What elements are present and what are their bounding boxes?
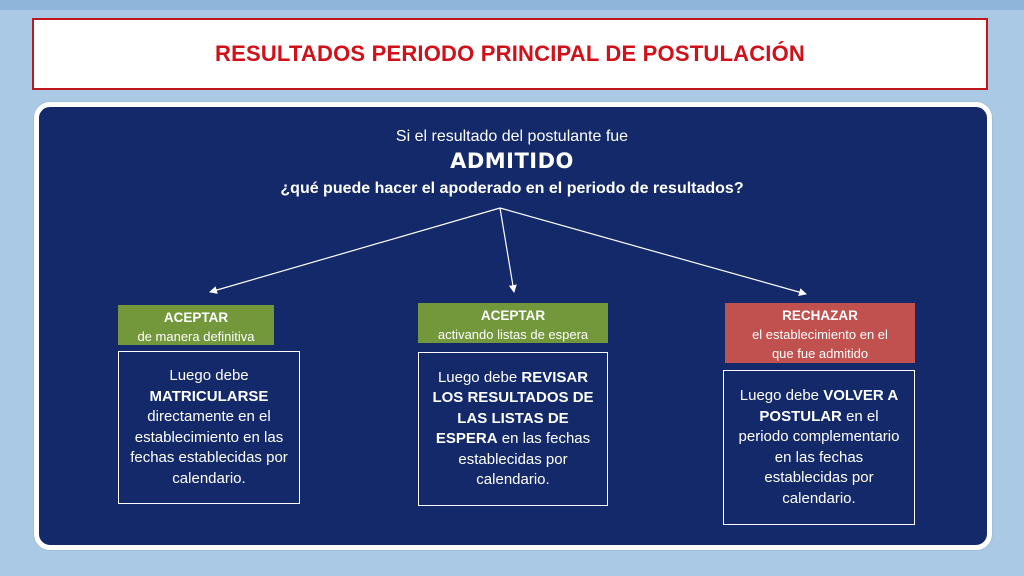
description-intro: Luego debe [437,368,518,386]
description-detail: en el periodo complementario en las fechas establecidas por calendario. [738,407,900,507]
intro-result-admitido: ADMITIDO [450,149,574,173]
description-action: MATRICULARSE [149,387,269,405]
option-label-aceptar-listas-espera [418,303,608,343]
top-band [0,0,1024,10]
option-label-subtitle: activando listas de espera [437,327,589,342]
description-detail: directamente en el establecimiento en las fechas establecidas por calendario. [130,408,288,487]
option-label-subtitle: el establecimiento en el que fue admitido [752,327,888,361]
option-label-rechazar [725,303,915,363]
description-intro: Luego debe [739,387,820,404]
option-description-revisar-resultados [418,352,608,506]
intro-question-title: ¿qué puede hacer el apoderado en el periodo de resultados? [280,180,744,197]
intro-question-line: Si el resultado del postulante fue [395,128,629,145]
option-label-title: RECHAZAR [782,308,858,323]
option-label-subtitle: de manera definitiva [137,329,255,344]
option-label-aceptar-definitiva [118,305,274,345]
title-banner [32,18,988,90]
option-description-volver-postular [723,370,915,525]
description-action: REVISAR LOS RESULTADOS DE LAS LISTAS DE ESPERA [432,368,594,447]
option-label-title: ACEPTAR [480,308,546,323]
description-intro: Luego debe [169,367,249,384]
option-label-title: ACEPTAR [163,310,229,325]
description-detail: en las fechas establecidas por calendario. [458,430,591,488]
description-action: VOLVER A POSTULAR [759,387,899,425]
page-title: RESULTADOS PERIODO PRINCIPAL DE POSTULACIÓN [214,41,805,66]
option-description-matricularse [118,351,300,504]
